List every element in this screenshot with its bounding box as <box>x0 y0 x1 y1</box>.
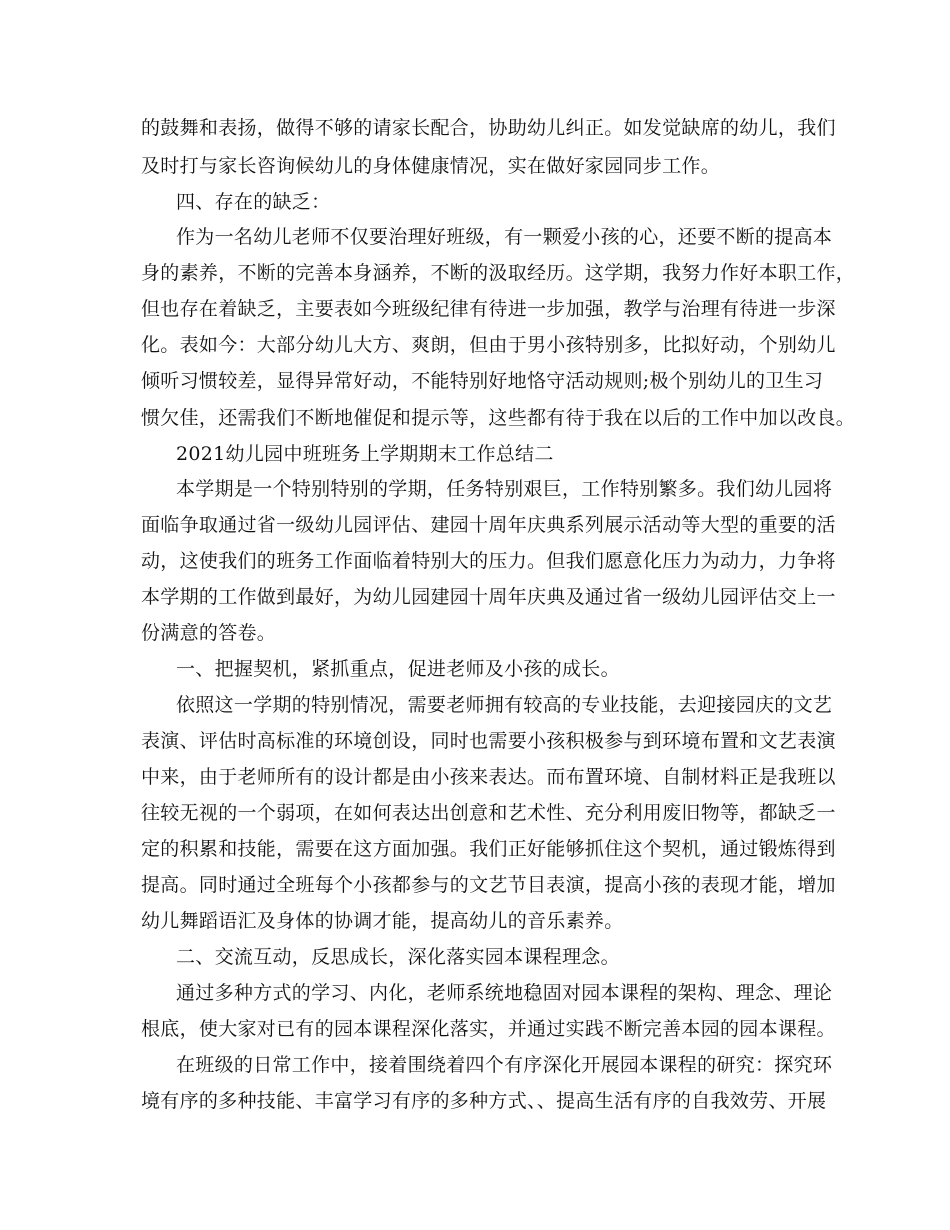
paragraph-first-line: 本学期是一个特别特别的学期，任务特别艰巨，工作特别繁多。我们幼儿园将 <box>176 478 833 500</box>
body-text-line: 倾听习惯较差，显得异常好动，不能特别好地恪守活动规则;极个别幼儿的卫生习 <box>141 370 824 392</box>
body-text-line: 根底，使大家对已有的园本课程深化落实，并通过实践不断完善本园的园本课程。 <box>141 1018 836 1040</box>
body-text-line: 的鼓舞和表扬，做得不够的请家长配合，协助幼儿纠正。如发觉缺席的幼儿，我们 <box>141 117 836 139</box>
body-text-line: 动，这使我们的班务工作面临着特别大的压力。但我们愿意化压力为动力，力争将 <box>141 550 836 572</box>
paragraph-first-line: 依照这一学期的特别情况，需要老师拥有较高的专业技能，去迎接园庆的文艺 <box>176 694 833 716</box>
body-text-line: 境有序的多种技能、丰富学习有序的多种方式、、提高生活有序的自我效劳、开展 <box>141 1090 827 1112</box>
body-text-line: 表演、评估时高标准的环境创设，同时也需要小孩积极参与到环境布置和文艺表演 <box>141 730 836 752</box>
body-text-line: 化。表如今：大部分幼儿大方、爽朗，但由于男小孩特别多，比拟好动，个别幼儿 <box>141 334 836 356</box>
body-text-line: 往较无视的一个弱项，在如何表达出创意和艺术性、充分利用废旧物等，都缺乏一 <box>141 802 836 824</box>
body-text-line: 本学期的工作做到最好，为幼儿园建园十周年庆典及通过省一级幼儿园评估交上一 <box>141 586 836 608</box>
paragraph-first-line: 作为一名幼儿老师不仅要治理好班级，有一颗爱小孩的心，还要不断的提高本 <box>176 226 833 248</box>
body-text-line: 身的素养，不断的完善本身涵养，不断的汲取经历。这学期，我努力作好本职工作， <box>141 262 856 284</box>
body-text-line: 但也存在着缺乏，主要表如今班级纪律有待进一步加强，教学与治理有待进一步深 <box>141 298 836 320</box>
body-text-line: 面临争取通过省一级幼儿园评估、建园十周年庆典系列展示活动等大型的重要的活 <box>141 514 836 536</box>
section-heading: 二、交流互动，反思成长，深化落实园本课程理念。 <box>176 946 620 968</box>
body-text-line: 份满意的答卷。 <box>141 622 277 644</box>
body-text-line: 定的积累和技能，需要在这方面加强。我们正好能够抓住这个契机，通过锻炼得到 <box>141 838 836 860</box>
paragraph-first-line: 在班级的日常工作中，接着围绕着四个有序深化开展园本课程的研究：探究环 <box>176 1054 833 1076</box>
section-heading: 四、存在的缺乏： <box>176 191 331 213</box>
body-text-line: 中来，由于老师所有的设计都是由小孩来表达。而布置环境、自制材料正是我班以 <box>141 766 836 788</box>
body-text-line: 惯欠佳，还需我们不断地催促和提示等，这些都有待于我在以后的工作中加以改良。 <box>141 407 856 429</box>
body-text-line: 幼儿舞蹈语汇及身体的协调才能，提高幼儿的音乐素养。 <box>141 910 624 932</box>
document-title: 2021幼儿园中班班务上学期期末工作总结二 <box>176 443 554 465</box>
section-heading: 一、把握契机，紧抓重点，促进老师及小孩的成长。 <box>176 658 620 680</box>
body-text-line: 提高。同时通过全班每个小孩都参与的文艺节目表演，提高小孩的表现才能，增加 <box>141 874 836 896</box>
body-text-line: 及时打与家长咨询候幼儿的身体健康情况，实在做好家园同步工作。 <box>141 155 721 177</box>
paragraph-first-line: 通过多种方式的学习、内化，老师系统地稳固对园本课程的架构、理念、理论 <box>176 982 833 1004</box>
